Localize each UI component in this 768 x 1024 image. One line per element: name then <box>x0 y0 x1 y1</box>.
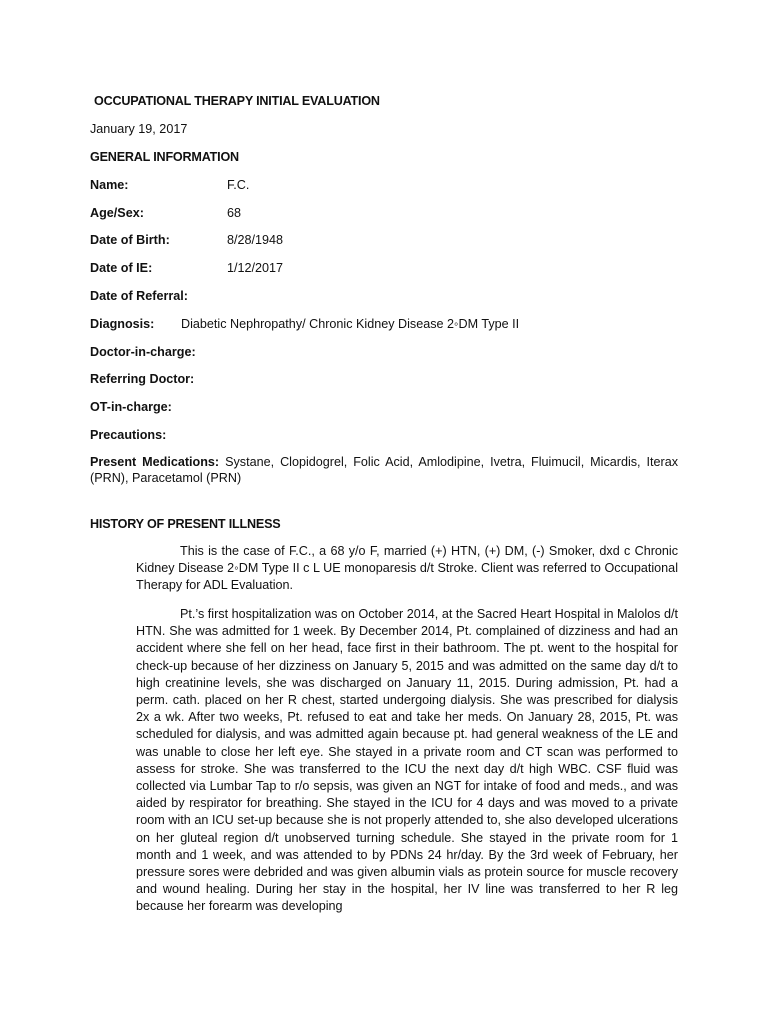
date-of-ie-label: Date of IE: <box>90 261 153 275</box>
name-label: Name: <box>90 178 129 192</box>
history-paragraph-1: This is the case of F.C., a 68 y/o F, married (+) HTN, (+) DM, (-) Smoker, dxd c Chronic Kidney Disease 2◦DM Type II c L UE monoparesis d/t Stroke. Client was referred to Occupational Therapy for ADL Evaluation. <box>136 544 678 593</box>
diagnosis-label: Diagnosis: <box>90 317 155 331</box>
evaluation-date: January 19, 2017 <box>90 122 188 136</box>
age-sex-label: Age/Sex: <box>90 206 144 220</box>
present-medications-value: Systane, Clopidogrel, Folic Acid, Amlodipine, Ivetra, Fluimucil, Micardis, Iterax (PRN), Paracetamol (PRN) <box>90 455 679 486</box>
general-information-heading: GENERAL INFORMATION <box>90 150 239 164</box>
age-sex-value: 68 <box>227 206 242 220</box>
ot-in-charge-label: OT-in-charge: <box>90 400 172 414</box>
name-value: F.C. <box>227 178 250 192</box>
referring-doctor-label: Referring Doctor: <box>90 372 195 386</box>
present-medications-label: Present Medications: <box>90 455 220 469</box>
diagnosis-value: Diabetic Nephropathy/ Chronic Kidney Disease 2◦DM Type II <box>181 317 520 331</box>
date-of-ie-value: 1/12/2017 <box>227 261 284 275</box>
history-of-present-illness-heading: HISTORY OF PRESENT ILLNESS <box>90 517 281 531</box>
present-medications <box>90 454 678 487</box>
precautions-label: Precautions: <box>90 428 167 442</box>
document-title: OCCUPATIONAL THERAPY INITIAL EVALUATION <box>94 94 380 108</box>
doctor-in-charge-label: Doctor-in-charge: <box>90 345 196 359</box>
date-of-birth-label: Date of Birth: <box>90 233 170 247</box>
date-of-referral-label: Date of Referral: <box>90 289 188 303</box>
history-paragraph-2: Pt.’s first hospitalization was on October 2014, at the Sacred Heart Hospital in Malolos d/t HTN. She was admitted for 1 week. By December 2014, Pt. complained of dizziness and had an accident where she fell on her head, face first in their bathroom. The pt. went to the hospital for check-up because of her dizziness on January 5, 2015 and was admitted on the same day d/t to high creatinine levels, she was discharged on January 11, 2015. During admission, Pt. had a perm. cath. placed on her R chest, started undergoing dialysis. She was prescribed for dialysis 2x a wk. After two weeks, Pt. refused to eat and take her meds. On January 28, 2015, Pt. was scheduled for dialysis, and was admitted again because pt. had general weakness of the LE and was unable to close her left eye. She stayed in a private room and CT scan was performed to assess for stroke. She was transferred to the ICU the next day d/t high WBC. CSF fluid was collected via Lumbar Tap to r/o sepsis, was given an NGT for intake of food and meds., and was aided by respirator for breathing. She stayed in the ICU for 4 days and was moved to a private room with an ICU set-up because she is not properly attended to, she also developed ulcerations on her gluteal region d/t unobserved turning schedule. She stayed in the private room for 1 month and 1 week, and was attended to by PDNs 24 hr/day. By the 3rd week of February, her pressure sores were debrided and was given albumin vials as protein source for muscle recovery and wound healing. During her stay in the hospital, her IV line was transferred to her R leg because her forearm was developing <box>136 607 678 914</box>
date-of-birth-value: 8/28/1948 <box>227 233 284 247</box>
